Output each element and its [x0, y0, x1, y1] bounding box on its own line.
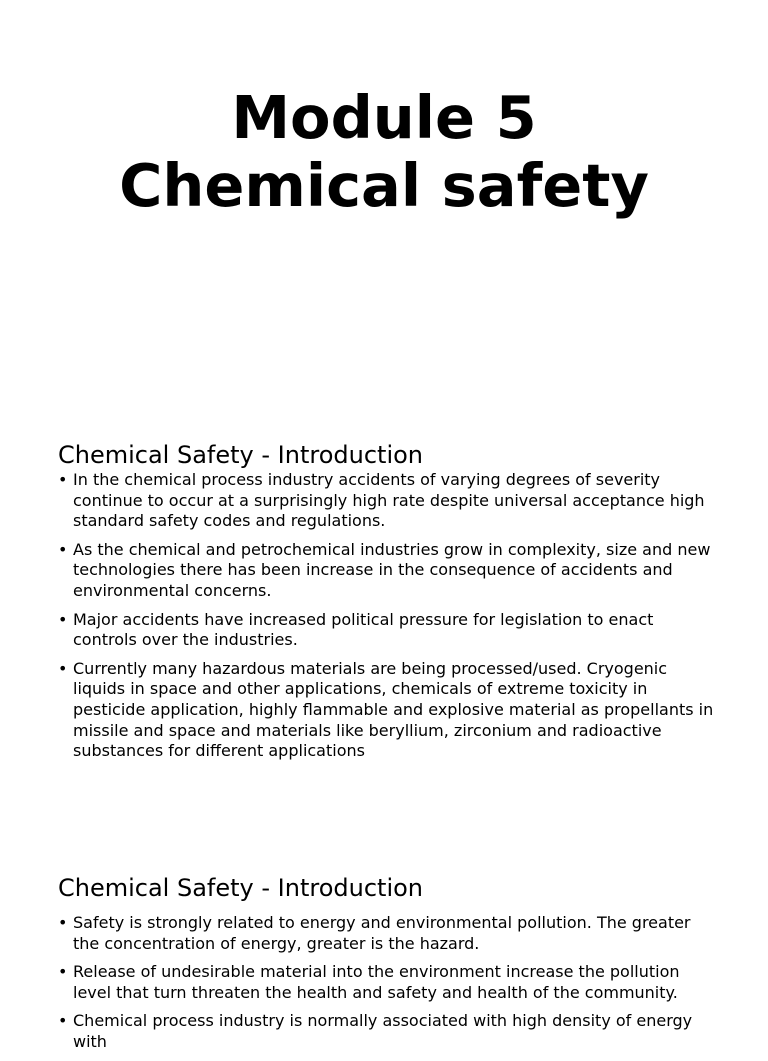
bullet-item: [58, 540, 718, 602]
bullet-icon: •: [58, 470, 68, 489]
bullet-list: [58, 913, 718, 1053]
bullet-icon: •: [58, 913, 68, 932]
bullet-item: [58, 610, 718, 651]
bullet-text: As the chemical and petrochemical industries grow in complexity, size and new technologies there has been increase in the consequence of accidents and environmental concerns.: [73, 539, 711, 600]
slide-heading: Chemical Safety - Introduction: [58, 441, 424, 469]
bullet-text: Currently many hazardous materials are being processed/used. Cryogenic liquids in space and other applications, chemicals of extreme toxicity in pesticide application, highly flammable and explosive material as propellants in missile and space and materials like beryllium, zirconium and radioactive substances for different applications: [73, 658, 714, 761]
title-line-1: Module 5: [231, 83, 537, 152]
bullet-item: [58, 913, 718, 954]
bullet-icon: •: [58, 962, 68, 982]
title-slide: [0, 0, 768, 420]
bullet-item: [58, 1011, 718, 1052]
bullet-list: [58, 470, 718, 762]
bullet-icon: •: [58, 539, 68, 559]
bullet-item: [58, 470, 718, 532]
bullet-text: In the chemical process industry accidents of varying degrees of severity continue to occur at a surprisingly high rate despite universal acceptance high standard safety codes and regulations.: [73, 470, 705, 531]
bullet-item: [58, 962, 718, 1003]
bullet-text: Chemical process industry is normally associated with high density of energy with: [73, 1011, 693, 1051]
title-line-2: Chemical safety: [119, 151, 649, 220]
bullet-text: Release of undesirable material into the environment increase the pollution level that turn threaten the health and safety and health of the community.: [73, 962, 680, 1002]
bullet-text: Major accidents have increased political pressure for legislation to enact controls over the industries.: [73, 609, 654, 650]
bullet-icon: •: [58, 609, 68, 629]
bullet-icon: •: [58, 1011, 68, 1031]
bullet-item: [58, 659, 718, 762]
introduction-slide-1: [58, 440, 718, 770]
bullet-text: Safety is strongly related to energy and environmental pollution. The greater the concentration of energy, greater is the hazard.: [73, 913, 691, 953]
slide-heading: Chemical Safety - Introduction: [58, 874, 424, 902]
introduction-slide-2: [58, 873, 718, 1061]
slide-title: [0, 84, 768, 220]
bullet-icon: •: [58, 658, 68, 678]
